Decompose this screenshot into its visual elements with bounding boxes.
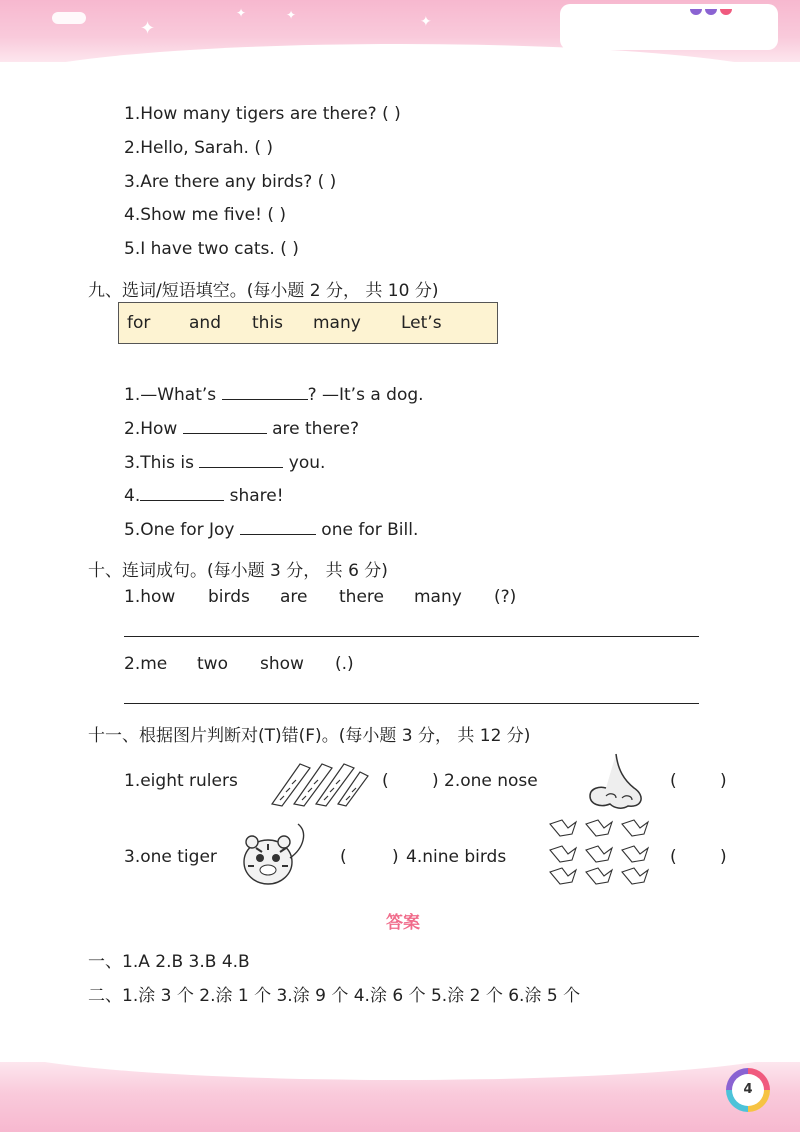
fill-blank-text: you. [283,453,326,473]
answer-key-line: 一、1.A 2.B 3.B 4.B [88,952,250,972]
scrambled-word: (.) [335,654,354,674]
answer-paren-close[interactable]: ) [392,847,399,867]
scrambled-word: show [260,654,304,674]
scrambled-word: many [414,587,462,607]
answer-paren-open[interactable]: ( [382,771,389,791]
tiger-picture [238,818,312,892]
picture-item-label: 2.one nose [444,771,538,791]
cloud-icon [52,12,86,24]
scrambled-word: 1.how [124,587,176,607]
word-bank-word: for [127,313,151,333]
rulers-picture [270,760,370,808]
answer-writing-line[interactable] [124,703,699,704]
fill-blank-line[interactable] [183,419,267,434]
fill-blank-item [124,419,359,439]
picture-item-label: 4.nine birds [406,847,507,867]
fill-blank-text: one for Bill. [315,520,419,540]
section10-heading: 十、连词成句。(每小题 3 分， 共 6 分) [88,561,388,581]
fill-blank-item [124,453,325,473]
section8-item: 2.Hello, Sarah. ( ) [124,138,273,158]
word-bank-word: and [189,313,221,333]
fill-blank-text: 2.How [124,419,183,439]
scrambled-word: birds [208,587,250,607]
header-blank-box [560,4,778,50]
fill-blank-line[interactable] [222,385,308,400]
picture-item-label: 1.eight rulers [124,771,238,791]
fill-blank-line[interactable] [199,453,283,468]
fill-blank-text: are there? [266,419,360,439]
fill-blank-item [124,385,424,405]
scrambled-word: 2.me [124,654,168,674]
sparkle-icon: ✦ [420,14,432,30]
section9-heading: 九、选词/短语填空。(每小题 2 分， 共 10 分) [88,281,439,301]
header-color-dots [690,0,750,8]
scrambled-word: are [280,587,308,607]
word-bank-word: this [252,313,284,333]
fill-blank-line[interactable] [240,520,316,535]
answer-paren-close[interactable]: ) [720,771,727,791]
sparkle-icon: ✦ [286,8,297,22]
answer-paren-open[interactable]: ( [670,771,677,791]
answer-paren-open[interactable]: ( [670,847,677,867]
answer-key-title: 答案 [386,913,420,933]
sparkle-icon: ✦ [236,6,247,20]
fill-blank-text: share! [224,486,284,506]
answer-paren-close[interactable]: ) [432,771,439,791]
answer-paren-open[interactable]: ( [340,847,347,867]
fill-blank-line[interactable] [140,486,224,501]
page-number: 4 [732,1074,764,1106]
section8-item: 4.Show me five! ( ) [124,205,287,225]
answer-writing-line[interactable] [124,636,699,637]
word-bank-word: many [313,313,361,333]
footer-decoration [0,1062,800,1132]
section8-item: 3.Are there any birds? ( ) [124,172,337,192]
picture-item-label: 3.one tiger [124,847,217,867]
birds-picture [546,814,656,894]
page-number-badge [726,1068,770,1112]
fill-blank-item [124,520,418,540]
answer-paren-close[interactable]: ) [720,847,727,867]
sparkle-icon: ✦ [140,18,156,39]
fill-blank-text: ? —It’s a dog. [307,385,424,405]
scrambled-word: (?) [494,587,517,607]
fill-blank-text: 1.—What’s [124,385,222,405]
fill-blank-text: 5.One for Joy [124,520,240,540]
section8-item: 5.I have two cats. ( ) [124,239,299,259]
section11-heading: 十一、根据图片判断对(T)错(F)。(每小题 3 分， 共 12 分) [88,726,531,746]
scrambled-word: two [197,654,228,674]
section8-item: 1.How many tigers are there? ( ) [124,104,401,124]
fill-blank-text: 3.This is [124,453,200,473]
word-bank-word: Let’s [401,313,442,333]
answer-key-line: 二、1.涂 3 个 2.涂 1 个 3.涂 9 个 4.涂 6 个 5.涂 2 个 6.涂 5 个 [88,986,581,1006]
scrambled-word: there [339,587,384,607]
nose-picture [586,752,648,810]
fill-blank-item [124,486,284,506]
word-bank-box [118,302,498,344]
fill-blank-text: 4. [124,486,141,506]
